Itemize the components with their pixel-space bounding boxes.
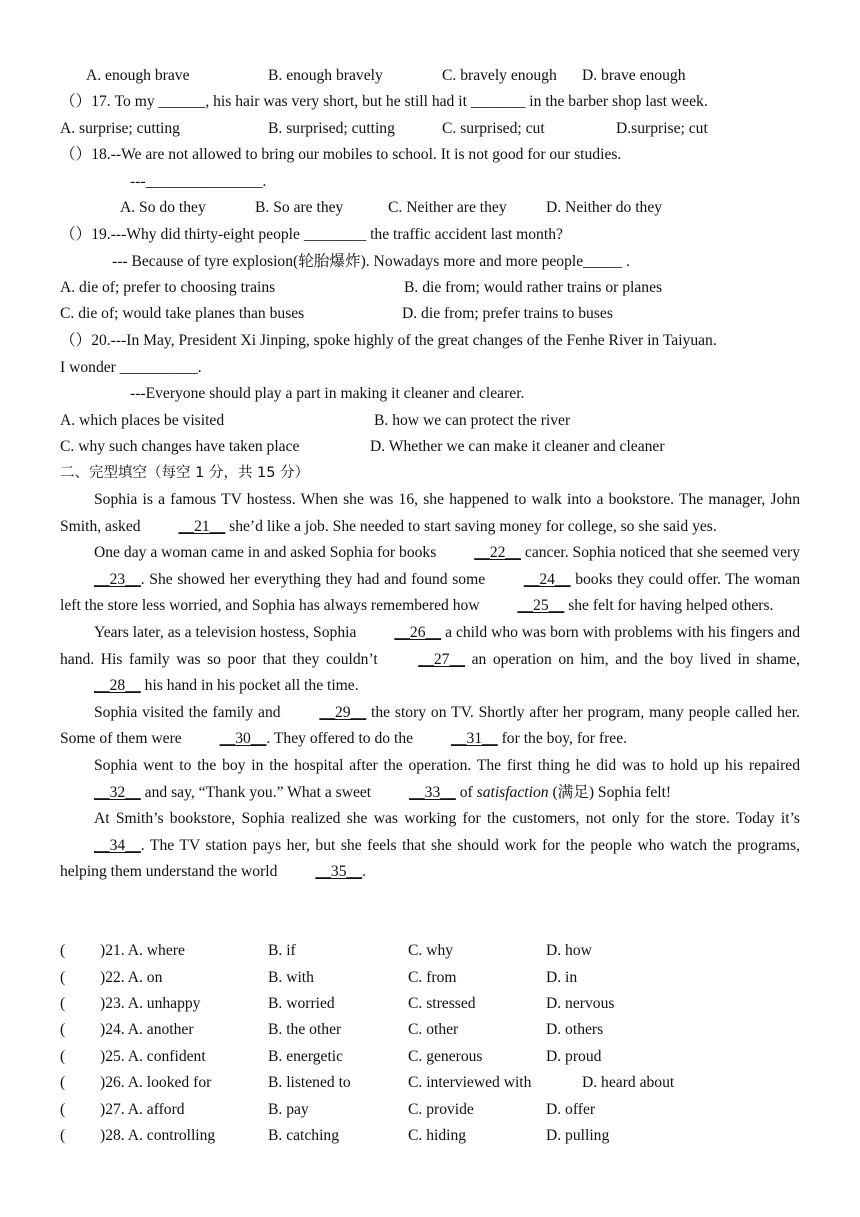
option-b: B. listened to — [268, 1074, 351, 1091]
option-b: B. So are they — [255, 199, 344, 216]
passage-paragraph — [60, 540, 800, 620]
q19-reply-text: --- Because of tyre explosion(轮胎爆炸). Nowadays more and more people — [112, 253, 584, 270]
option-a: )27. A. afford — [100, 1101, 185, 1118]
reply-dashes: --- — [130, 173, 146, 190]
option-d: D. others — [546, 1021, 604, 1038]
answer-paren: ( — [60, 942, 66, 959]
option-d: D. pulling — [546, 1127, 610, 1144]
option-a: A. So do they — [120, 199, 206, 216]
q18-stem: （）18.--We are not allowed to bring our mobiles to school. It is not good for our studies. — [60, 146, 622, 163]
answer-paren: ( — [60, 1127, 66, 1144]
option-a: A. enough brave — [86, 67, 190, 84]
answer-blank: __________ — [119, 359, 198, 376]
option-c: C. other — [408, 1021, 459, 1038]
option-b: B. energetic — [268, 1048, 344, 1065]
answer-blank: _____ — [583, 253, 623, 270]
passage-text: . She showed her everything they had and found some — [140, 570, 490, 588]
passage-text: for the boy, for free. — [497, 730, 628, 748]
option-b: B. how we can protect the river — [374, 412, 571, 429]
option-d: D. offer — [546, 1101, 596, 1118]
option-d: D.surprise; cut — [616, 120, 708, 137]
answer-blank: ______ — [158, 93, 206, 110]
option-b: B. the other — [268, 1021, 342, 1038]
option-d: D. how — [546, 942, 592, 959]
option-c: C. hiding — [408, 1127, 467, 1144]
answer-paren: ( — [60, 1021, 66, 1038]
passage-text: his hand in his pocket all the time. — [140, 677, 359, 695]
option-a: A. die of; prefer to choosing trains — [60, 279, 276, 296]
cloze-blank: __33__ — [409, 783, 456, 801]
passage-text: . The TV station pays her, but she feels that she should work for the people who watch the programs, helping them understand the world — [60, 836, 800, 881]
cloze-blank: __31__ — [450, 730, 498, 748]
option-a: )21. A. where — [100, 942, 185, 959]
passage-paragraph — [60, 487, 800, 540]
option-c: C. why such changes have taken place — [60, 438, 300, 455]
passage-text: an operation on him, and the boy lived in shame, — [465, 650, 801, 668]
reply-end: . — [262, 173, 267, 190]
answer-paren: ( — [60, 1101, 66, 1118]
cloze-passage — [60, 487, 800, 886]
q19-stem-text: （）19.---Why did thirty-eight people — [60, 226, 304, 243]
q20-stem-line2 — [60, 358, 202, 378]
q17-stem — [60, 92, 708, 112]
passage-paragraph — [60, 700, 800, 753]
option-a: )25. A. confident — [100, 1048, 206, 1065]
option-d: D. die from; prefer trains to buses — [402, 305, 613, 322]
option-b: B. if — [268, 942, 296, 959]
option-b: B. worried — [268, 995, 335, 1012]
q18-reply — [130, 172, 266, 192]
cloze-blank: __22__ — [474, 544, 521, 562]
passage-text: (满足) Sophia felt! — [548, 783, 672, 801]
option-d: D. nervous — [546, 995, 615, 1012]
passage-paragraph — [60, 620, 800, 700]
option-a: )26. A. looked for — [100, 1074, 212, 1091]
cloze-blank: __27__ — [418, 650, 466, 668]
answer-blank: _______ — [470, 93, 526, 110]
option-b: B. enough bravely — [268, 67, 383, 84]
passage-text: Sophia visited the family and — [94, 703, 286, 721]
option-c: C. surprised; cut — [442, 120, 545, 137]
cloze-blank: __29__ — [319, 703, 367, 721]
answer-paren: ( — [60, 969, 66, 986]
q19-stem-text: the traffic accident last month? — [366, 226, 563, 243]
cloze-blank: __30__ — [219, 730, 267, 748]
option-c: C. bravely enough — [442, 67, 557, 84]
section-title: 二、完型填空（每空 1 分，共 15 分） — [60, 465, 310, 481]
q19-reply — [112, 252, 630, 272]
reply-end: . — [622, 253, 630, 270]
passage-text: Sophia went to the boy in the hospital after the operation. The first thing he did was to hold up his repaired — [94, 756, 800, 774]
q20-stem-text: I wonder — [60, 359, 120, 376]
option-c: C. interviewed with — [408, 1074, 532, 1091]
passage-italic-word: satisfaction — [476, 783, 549, 801]
option-c: C. provide — [408, 1101, 474, 1118]
passage-paragraph — [60, 753, 800, 806]
answer-paren: ( — [60, 995, 66, 1012]
option-c: C. Neither are they — [388, 199, 507, 216]
passage-text: and say, “Thank you.” What a sweet — [140, 783, 376, 801]
option-c: C. why — [408, 942, 454, 959]
answer-paren: ( — [60, 1074, 66, 1091]
cloze-blank: __35__ — [315, 863, 363, 881]
option-a: A. surprise; cutting — [60, 120, 180, 137]
option-b: B. die from; would rather trains or planes — [404, 279, 663, 296]
passage-text: she’d like a job. She needed to start saving money for college, so she said yes. — [225, 517, 717, 535]
cloze-blank: __34__ — [94, 836, 141, 854]
option-c: C. stressed — [408, 995, 476, 1012]
answer-paren: ( — [60, 1048, 66, 1065]
cloze-blank: __32__ — [94, 783, 141, 801]
option-c: C. from — [408, 969, 457, 986]
passage-text: books they could offer. The woman left the store less worried, and Sophia has always remembered how — [60, 570, 801, 615]
passage-text: Sophia is a famous TV hostess. When she was 16, she happened to walk into a bookstore. The manager, John Smith, asked — [60, 491, 800, 535]
q17-stem-text: in the barber shop last week. — [525, 93, 708, 110]
passage-text: Years later, as a television hostess, Sophia — [94, 623, 361, 641]
option-c: C. die of; would take planes than buses — [60, 305, 305, 322]
passage-paragraph — [60, 806, 800, 886]
passage-text: the story on TV. Shortly after her program, many people called her. Some of them were — [60, 703, 800, 748]
passage-text: . — [362, 863, 366, 881]
passage-text: she felt for having helped others. — [564, 597, 774, 615]
q20-reply: ---Everyone should play a part in making it cleaner and clearer. — [130, 385, 525, 402]
option-d: D. heard about — [582, 1074, 675, 1091]
q17-stem-text: , his hair was very short, but he still had it — [205, 93, 471, 110]
option-d: D. Neither do they — [546, 199, 663, 216]
cloze-blank: __25__ — [517, 597, 565, 615]
passage-text: a child who was born with problems with his fingers and hand. His family was so poor that they couldn’t — [60, 623, 800, 668]
passage-text: cancer. Sophia noticed that she seemed very — [521, 544, 800, 562]
option-b: B. with — [268, 969, 314, 986]
passage-text: At Smith’s bookstore, Sophia realized she was working for the customers, not only for the store. Today it’s — [94, 810, 800, 828]
option-b: B. pay — [268, 1101, 309, 1118]
option-c: C. generous — [408, 1048, 483, 1065]
answer-blank: _______________ — [145, 173, 263, 190]
option-d: D. proud — [546, 1048, 602, 1065]
option-b: B. surprised; cutting — [268, 120, 395, 137]
option-a: )24. A. another — [100, 1021, 194, 1038]
q20-stem-end: . — [197, 359, 202, 376]
cloze-blank: __24__ — [523, 570, 571, 588]
option-d: D. in — [546, 969, 578, 986]
cloze-blank: __21__ — [178, 517, 226, 535]
cloze-blank: __23__ — [94, 570, 141, 588]
cloze-blank: __28__ — [94, 677, 141, 695]
passage-text: One day a woman came in and asked Sophia for books — [94, 544, 441, 562]
option-a: )28. A. controlling — [100, 1127, 216, 1144]
option-d: D. brave enough — [582, 67, 686, 84]
passage-text: . They offered to do the — [266, 730, 417, 748]
q20-stem: （）20.---In May, President Xi Jinping, spoke highly of the great changes of the Fenhe River in Taiyuan. — [60, 332, 717, 349]
option-a: A. which places be visited — [60, 412, 225, 429]
answer-blank: ________ — [303, 226, 367, 243]
option-d: D. Whether we can make it cleaner and cleaner — [370, 438, 665, 455]
q19-stem — [60, 225, 563, 245]
option-b: B. catching — [268, 1127, 340, 1144]
passage-text: of — [455, 783, 477, 801]
option-a: )23. A. unhappy — [100, 995, 201, 1012]
cloze-blank: __26__ — [394, 623, 442, 641]
q17-stem-text: （）17. To my — [60, 93, 159, 110]
option-a: )22. A. on — [100, 969, 163, 986]
